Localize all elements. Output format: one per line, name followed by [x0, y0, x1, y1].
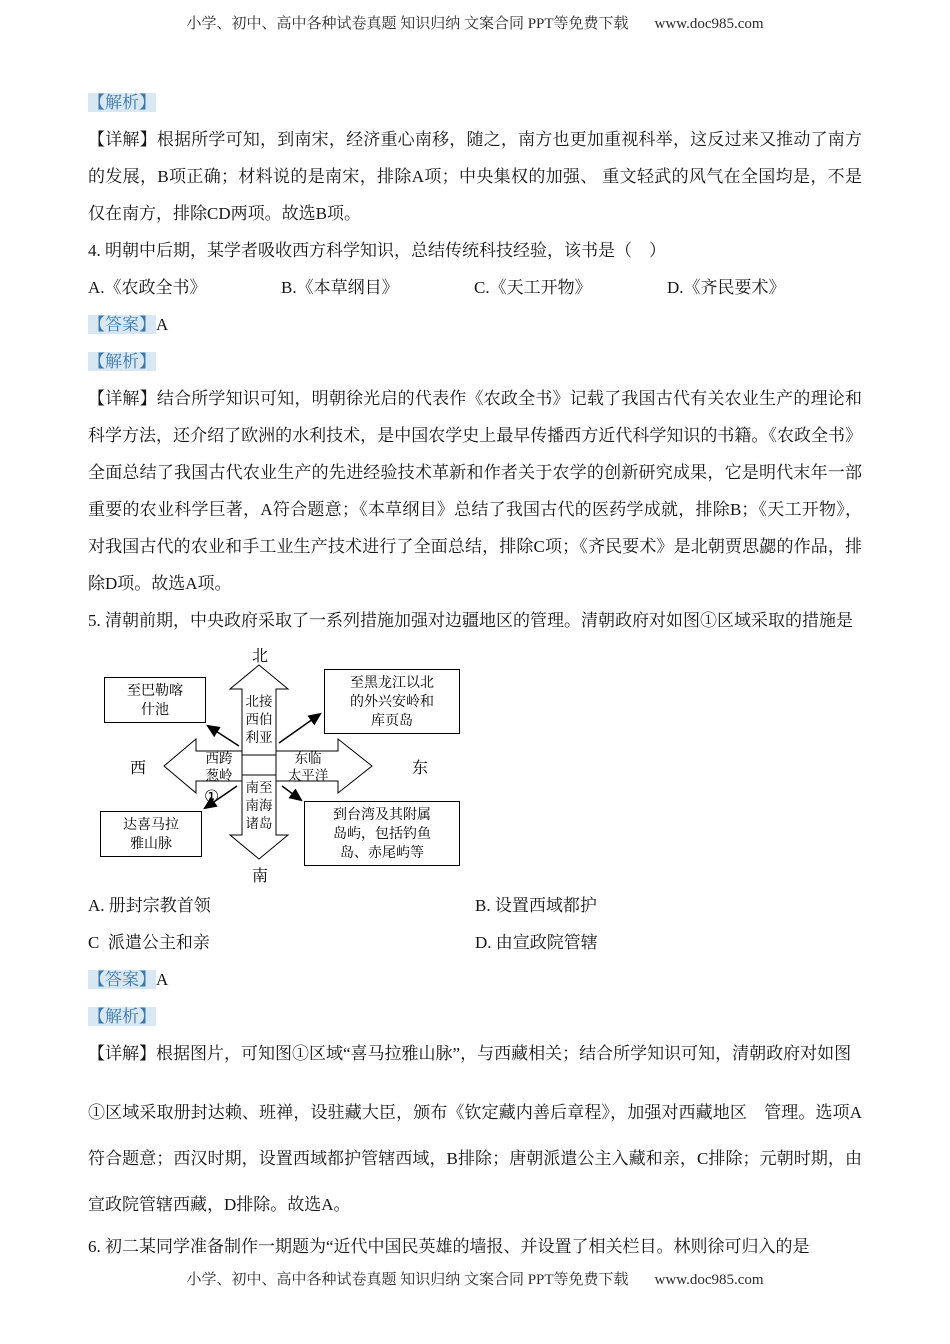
center-north-line: 西伯 [245, 712, 273, 727]
box-line: 岛屿，包括钓鱼 [333, 825, 431, 841]
q5-answer-line [88, 961, 862, 998]
center-east-line: 东临 [294, 751, 322, 766]
q4-option-c: C.《天工开物》 [474, 278, 592, 297]
northeast-arrow-icon [279, 714, 320, 743]
region-1-marker: ① [204, 787, 220, 806]
northwest-boundary-box [104, 677, 206, 723]
q5-option-b: B. 设置西域都护 [475, 896, 597, 915]
compass-west-label: 西 [130, 760, 147, 777]
center-south-line: 南至 [245, 780, 273, 795]
footer-text: 小学、初中、高中各种试卷真题 知识归纳 文案合同 PPT等免费下载 [186, 1272, 629, 1288]
center-north-line: 利亚 [245, 730, 273, 745]
box-line: 至巴勒喀 [127, 682, 183, 698]
q5-option-a: A. 册封宗教首领 [88, 896, 211, 915]
center-west-line: 葱岭 [205, 768, 233, 783]
box-line: 到台湾及其附属 [333, 806, 431, 822]
answer-label: 【答案】 [88, 970, 156, 989]
header-site-link[interactable]: www.doc985.com [654, 16, 764, 32]
answer-label: 【答案】 [88, 315, 156, 334]
compass-south-label: 南 [251, 868, 268, 885]
q5-option-d: D. 由宣政院管辖 [475, 933, 598, 952]
q4-option-d: D.《齐民要术》 [667, 278, 786, 297]
box-line: 岛、赤尾屿等 [340, 844, 424, 860]
center-north-text [238, 693, 280, 747]
analysis-label: 【解析】 [88, 93, 156, 112]
q6-stem: 6. 初二某同学准备制作一期题为“近代中国民英雄的墙报、并设置了相关栏目。林则徐可归入的是 [88, 1237, 810, 1256]
q4-option-b: B.《本草纲目》 [281, 278, 399, 297]
box-line: 至黑龙江以北 [350, 674, 434, 690]
footer-site-link[interactable]: www.doc985.com [654, 1272, 764, 1288]
q5-detail-paragraph-2: ①区域采取册封达赖、班禅，设驻藏大臣，颁布《钦定藏内善后章程》，加强对西藏地区 管理。选项A符合题意；西汉时期，设置西域都护管辖西域，B排除；唐朝派遣公主入藏和亲，C排除；元朝时期，由宣政院管辖西藏，D排除。故选A。 [88, 1103, 862, 1214]
q5-territory-diagram [92, 643, 472, 885]
center-west-line: 西跨 [205, 751, 233, 766]
q5-stem: 5. 清朝前期，中央政府采取了一系列措施加强对边疆地区的管理。清朝政府对如图①区域采取的措施是 [88, 611, 853, 630]
q5-option-c: C 派遣公主和亲 [88, 933, 210, 952]
box-line: 雅山脉 [130, 835, 172, 851]
q4-analysis-line [88, 343, 862, 380]
q4-answer-value: A [156, 315, 169, 334]
q5-options-row-1 [88, 887, 862, 924]
q5-options-row-2 [88, 924, 862, 961]
q5-answer-value: A [156, 970, 169, 989]
q4-option-a: A.《农政全书》 [88, 278, 207, 297]
northwest-arrow-icon [208, 726, 239, 746]
q4-stem: 4. 明朝中后期，某学者吸收西方科学知识，总结传统科技经验，该书是（ ） [88, 241, 666, 260]
box-line: 达喜马拉 [123, 816, 179, 832]
box-line: 库页岛 [371, 712, 413, 728]
northeast-boundary-box [324, 669, 460, 734]
analysis-label: 【解析】 [88, 1007, 156, 1026]
q4-options-row [88, 269, 862, 306]
center-south-line: 南海 [245, 798, 273, 813]
page-header [0, 12, 950, 33]
center-south-line: 诸岛 [245, 816, 273, 831]
analysis-label: 【解析】 [88, 352, 156, 371]
q5-analysis-line [88, 998, 862, 1035]
q3-analysis-line [88, 84, 862, 121]
box-line: 的外兴安岭和 [350, 693, 434, 709]
q5-detail-paragraph-1: 【详解】根据图片，可知图①区域“喜马拉雅山脉”，与西藏相关；结合所学知识可知，清朝政府对如图 [88, 1044, 852, 1063]
compass-east-label: 东 [412, 760, 429, 777]
page-footer [0, 1268, 950, 1289]
center-east-line: 太平洋 [287, 768, 329, 783]
southwest-boundary-box [100, 811, 202, 857]
center-west-text [195, 750, 243, 784]
q4-answer-line [88, 306, 862, 343]
compass-north-label: 北 [251, 648, 268, 665]
header-text: 小学、初中、高中各种试卷真题 知识归纳 文案合同 PPT等免费下载 [186, 16, 629, 32]
center-south-text [238, 779, 280, 833]
q4-detail-paragraph: 【详解】结合所学知识可知，明朝徐光启的代表作《农政全书》记载了我国古代有关农业生产的理论和科学方法，还介绍了欧洲的水利技术，是中国农学史上最早传播西方近代科学知识的书籍。《农政全书》全面总结了我国古代农业生产的先进经验技术革新和作者关于农学的创新研究成果，它是明代末年一部重要的农业科学巨著，A符合题意；《本草纲目》总结了我国古代的医药学成就，排除B；《天工开物》，对我国古代的农业和手工业生产技术进行了全面总结，排除C项；《齐民要术》是北朝贾思勰的作品，排除D项。故选A项。 [88, 389, 862, 593]
center-north-line: 北接 [245, 694, 273, 709]
q3-detail-paragraph: 【详解】根据所学可知，到南宋，经济重心南移，随之，南方也更加重视科举，这反过来又推动了南方的发展，B项正确；材料说的是南宋，排除A项；中央集权的加强、 重文轻武的风气在全国均是，不是仅在南方，排除CD两项。故选B项。 [88, 130, 862, 223]
southeast-boundary-box [304, 801, 460, 866]
document-body [88, 84, 862, 1265]
center-east-text [278, 750, 338, 784]
southeast-arrow-icon [282, 786, 301, 800]
box-line: 什池 [141, 701, 169, 717]
